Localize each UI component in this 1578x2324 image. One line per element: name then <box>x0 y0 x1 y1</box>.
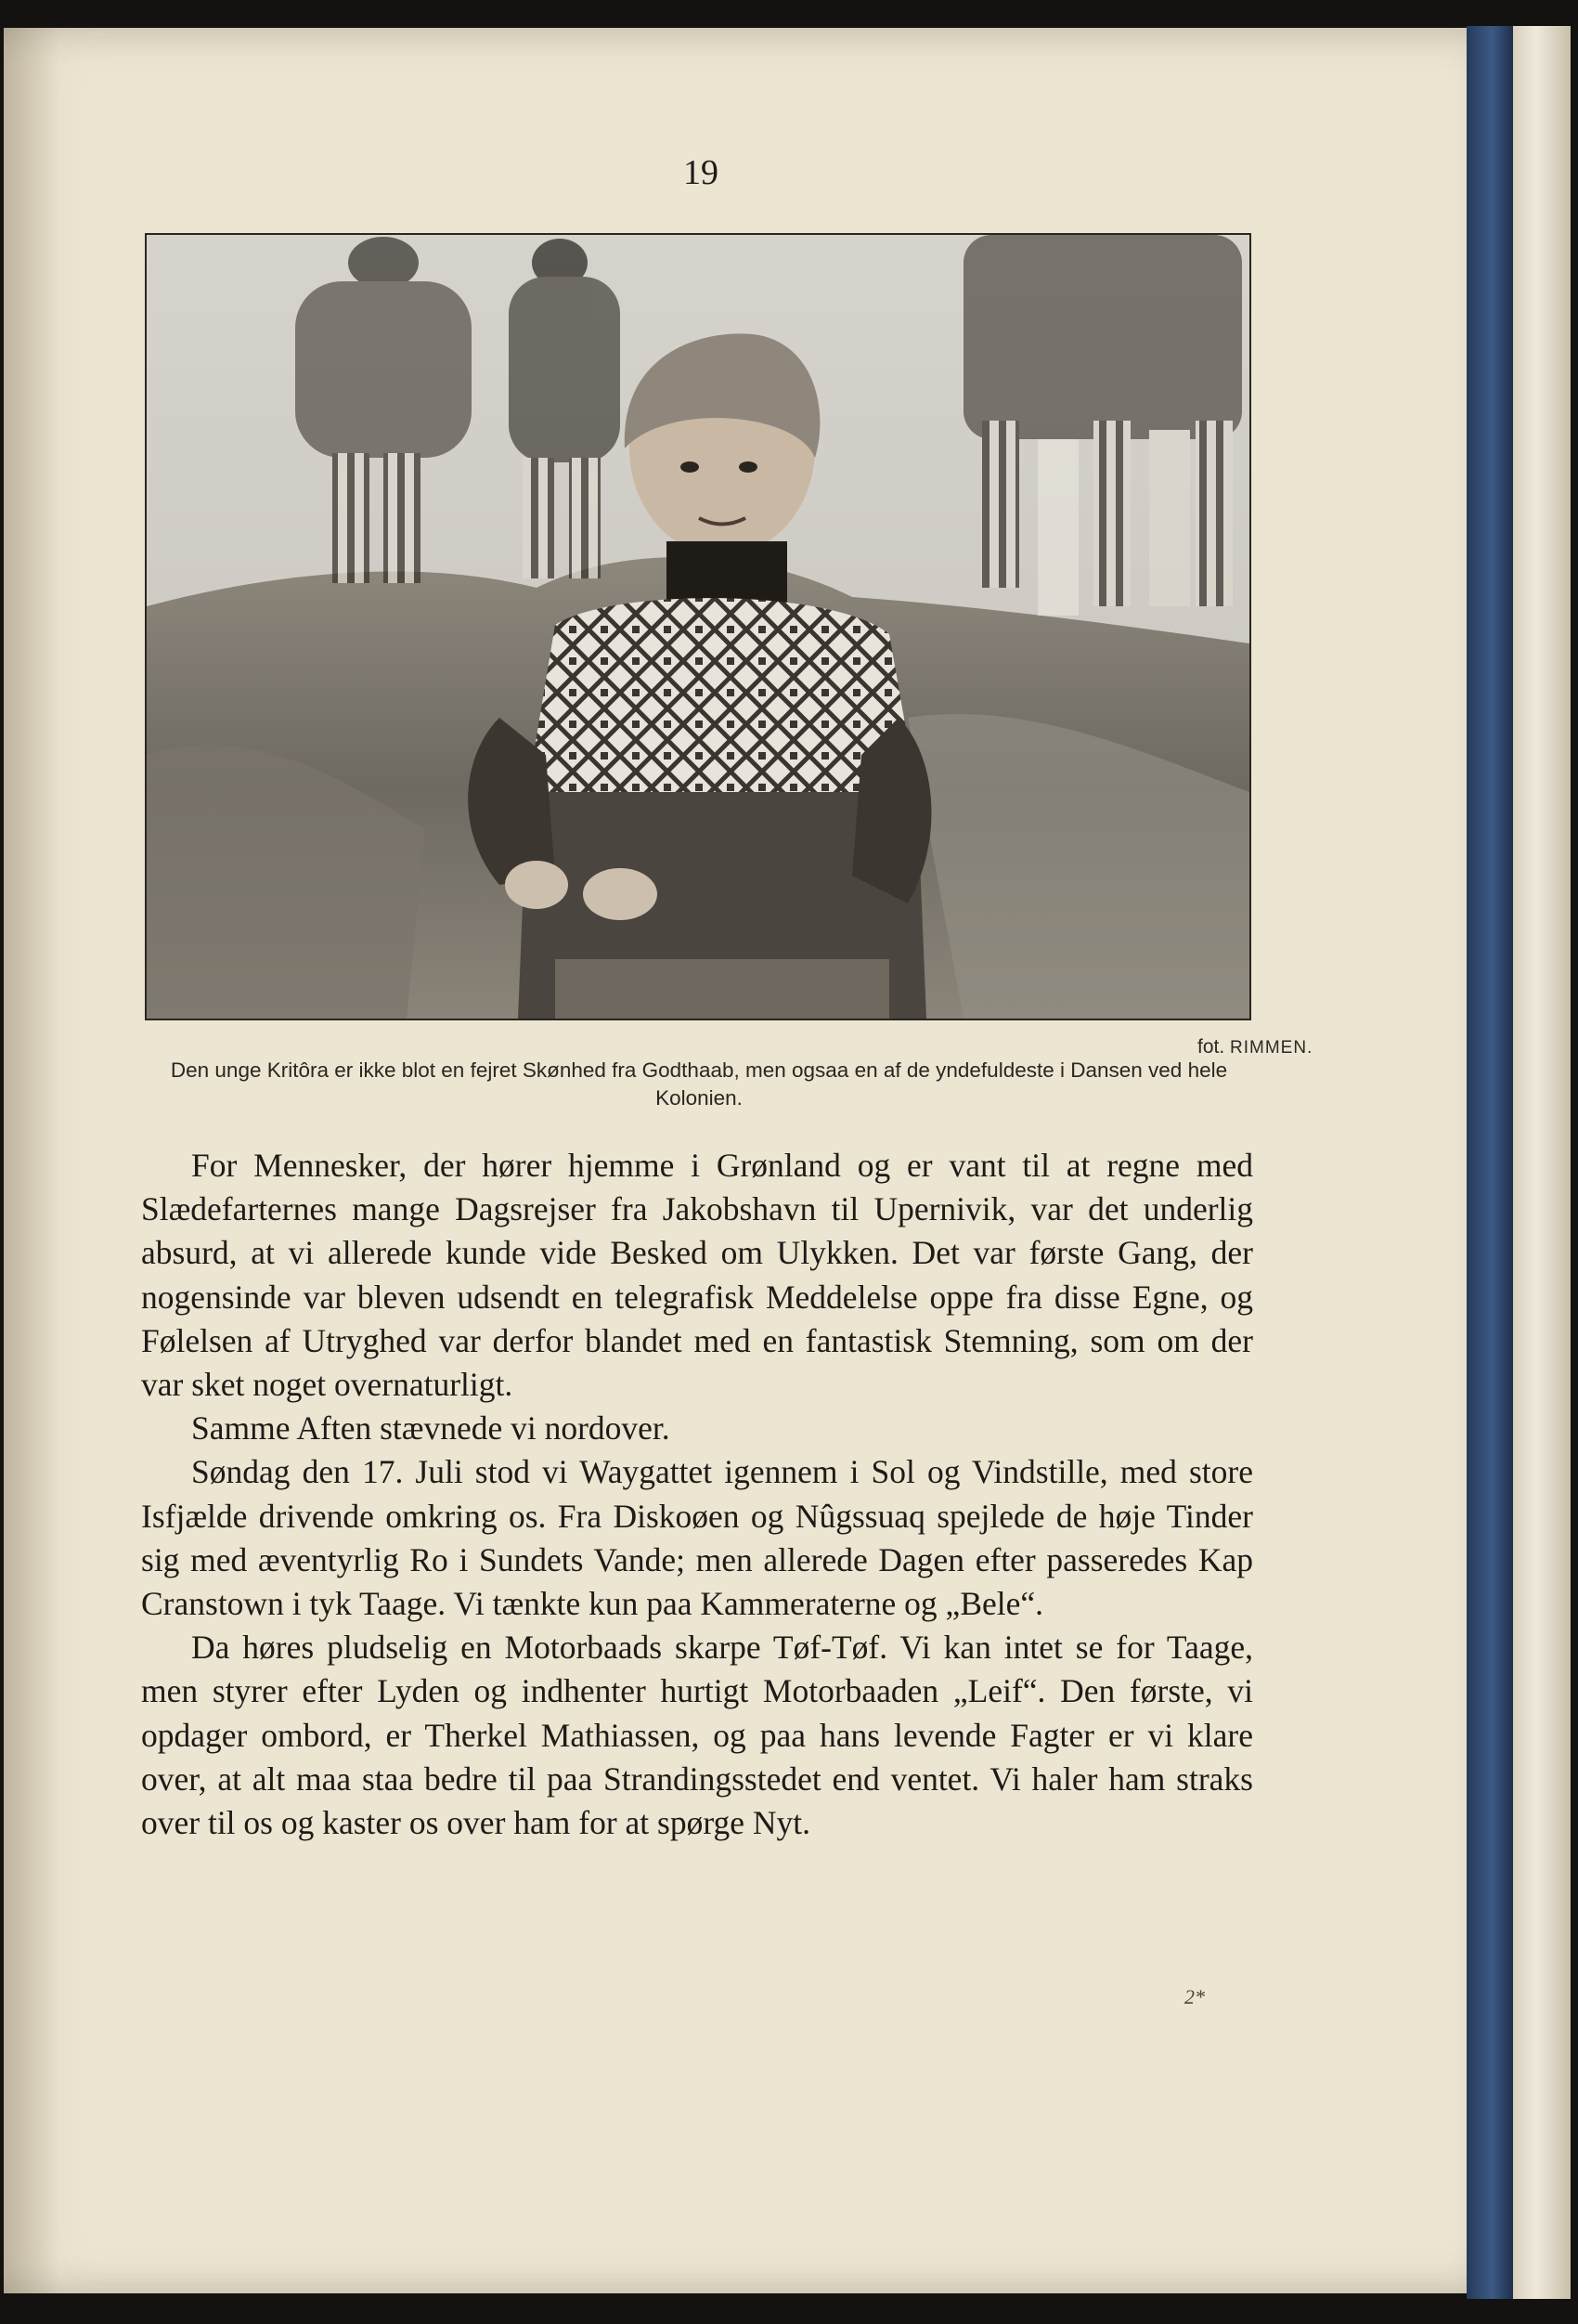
signature-mark: 2* <box>1184 1985 1205 2008</box>
paragraph: Samme Aften stævnede vi nordover. <box>191 1409 670 1448</box>
page-number: 19 <box>683 153 718 192</box>
paragraph: Da høres pludselig en Motorbaads skarpe Tøf-Tøf. Vi kan intet se for Taage, men styrer efter Lyden og indhenter hurtigt Motorbaaden „Leif“. Den første, vi opdager ombord, er Therkel Mathiassen, og paa hans levende Fagter er vi klare over, at alt maa staa bedre til paa Strandingsstedet end ventet. Vi haler ham straks over til os og kaster os over ham for at spørge Nyt. <box>141 1629 1253 1842</box>
photo-credit-name: RIMMEN. <box>1230 1038 1313 1058</box>
body-text <box>141 1144 1253 1845</box>
photo-caption: Den unge Kritôra er ikke blot en fejret Skønhed fra Godthaab, men ogsaa en af de yndefuldeste i Dansen ved hele Kolonien. <box>170 1058 1228 1110</box>
page-fore-edge <box>1513 26 1571 2299</box>
page-gutter-shadow <box>4 28 59 2293</box>
photo-credit-prefix: fot. <box>1197 1036 1225 1058</box>
paragraph: Søndag den 17. Juli stod vi Waygattet igennem i Sol og Vindstille, med store Isfjælde drivende omkring os. Fra Diskoøen og Nûgssuaq spejlede de høje Tinder sig med æventyrlig Ro i Sundets Vande; men allerede Dagen efter passeredes Kap Cranstown i tyk Taage. Vi tænkte kun paa Kammeraterne og „Bele“. <box>141 1453 1253 1623</box>
photograph <box>145 233 1251 1020</box>
paragraph: For Mennesker, der hører hjemme i Grønland og er vant til at regne med Slædefarternes mange Dagsrejser fra Jakobshavn til Upernivik, var det underlig absurd, at vi allerede kunde vide Besked om Ulykken. Det var første Gang, der nogensinde var bleven udsendt en telegrafisk Meddelelse oppe fra disse Egne, og Følelsen af Utryghed var derfor blandet med en fantastisk Stemning, som om der var sket noget overnaturligt. <box>141 1147 1253 1404</box>
book-cover-edge <box>1467 26 1513 2299</box>
photograph-illustration <box>147 235 1249 1019</box>
photo-credit <box>1197 1036 1313 1058</box>
